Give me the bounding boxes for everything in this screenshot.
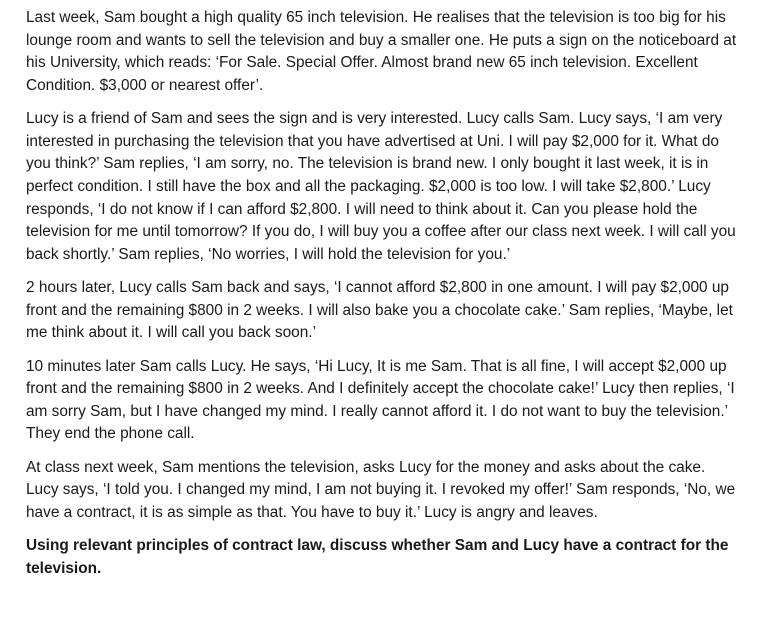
paragraph-lucy-callback: 2 hours later, Lucy calls Sam back and says, ‘I cannot afford $2,800 in one amount. I will pay $2,000 up front and the remaining $800 in 2 weeks. I will also bake you a chocolate cake.’ Sam replies, ‘Maybe, let me think about it. I will call you back soon.’ [26, 279, 733, 342]
paragraph-sam-accepts: 10 minutes later Sam calls Lucy. He says, ‘Hi Lucy, It is me Sam. That is all fine, I will accept $2,000 up front and the remaining $800 in 2 weeks. And I definitely accept the chocolate cake!’ Lucy then replies, ‘I am sorry Sam, but I have changed my mind. I really cannot afford it. I do not want to buy the television.’ They end the phone call. [26, 357, 735, 443]
paragraph-tv-purchase: Last week, Sam bought a high quality 65 inch television. He realises that the television is too big for his lounge room and wants to sell the television and buy a smaller one. He puts a sign on the noticeboard at his University, which reads: ‘For Sale. Special Offer. Almost brand new 65 inch television. Excellent Condition. $3,000 or nearest offer’. [26, 9, 737, 94]
question-heading: Using relevant principles of contract law, discuss whether Sam and Lucy have a contract for the television. [26, 537, 729, 578]
paragraph-class-next-week: At class next week, Sam mentions the television, asks Lucy for the money and asks about the cake. Lucy says, ‘I told you. I changed my mind, I am not buying it. I revoked my offer!’ Sam responds, ‘No, we have a contract, it is as simple as that. You have to buy it.’ Lucy is angry and leaves. [26, 458, 736, 522]
document-body [26, 7, 740, 591]
paragraph-lucy-offer: Lucy is a friend of Sam and sees the sign and is very interested. Lucy calls Sam. Lucy says, ‘I am very interested in purchasing the television that you have advertised at Uni. I will pay $2,000 for it. What do you think?’ Sam replies, ‘I am sorry, no. The television is brand new. I only bought it last week, it is in perfect condition. I still have the box and all the packaging. $2,000 is too low. I will take $2,800.’ Lucy responds, ‘I do not know if I can afford $2,800. I will need to think about it. Can you please hold the television for me until tomorrow? If you do, I will buy you a coffee after our class next week. I will call you back shortly.’ Sam replies, ‘No worries, I will hold the television for you.’ [26, 110, 736, 263]
